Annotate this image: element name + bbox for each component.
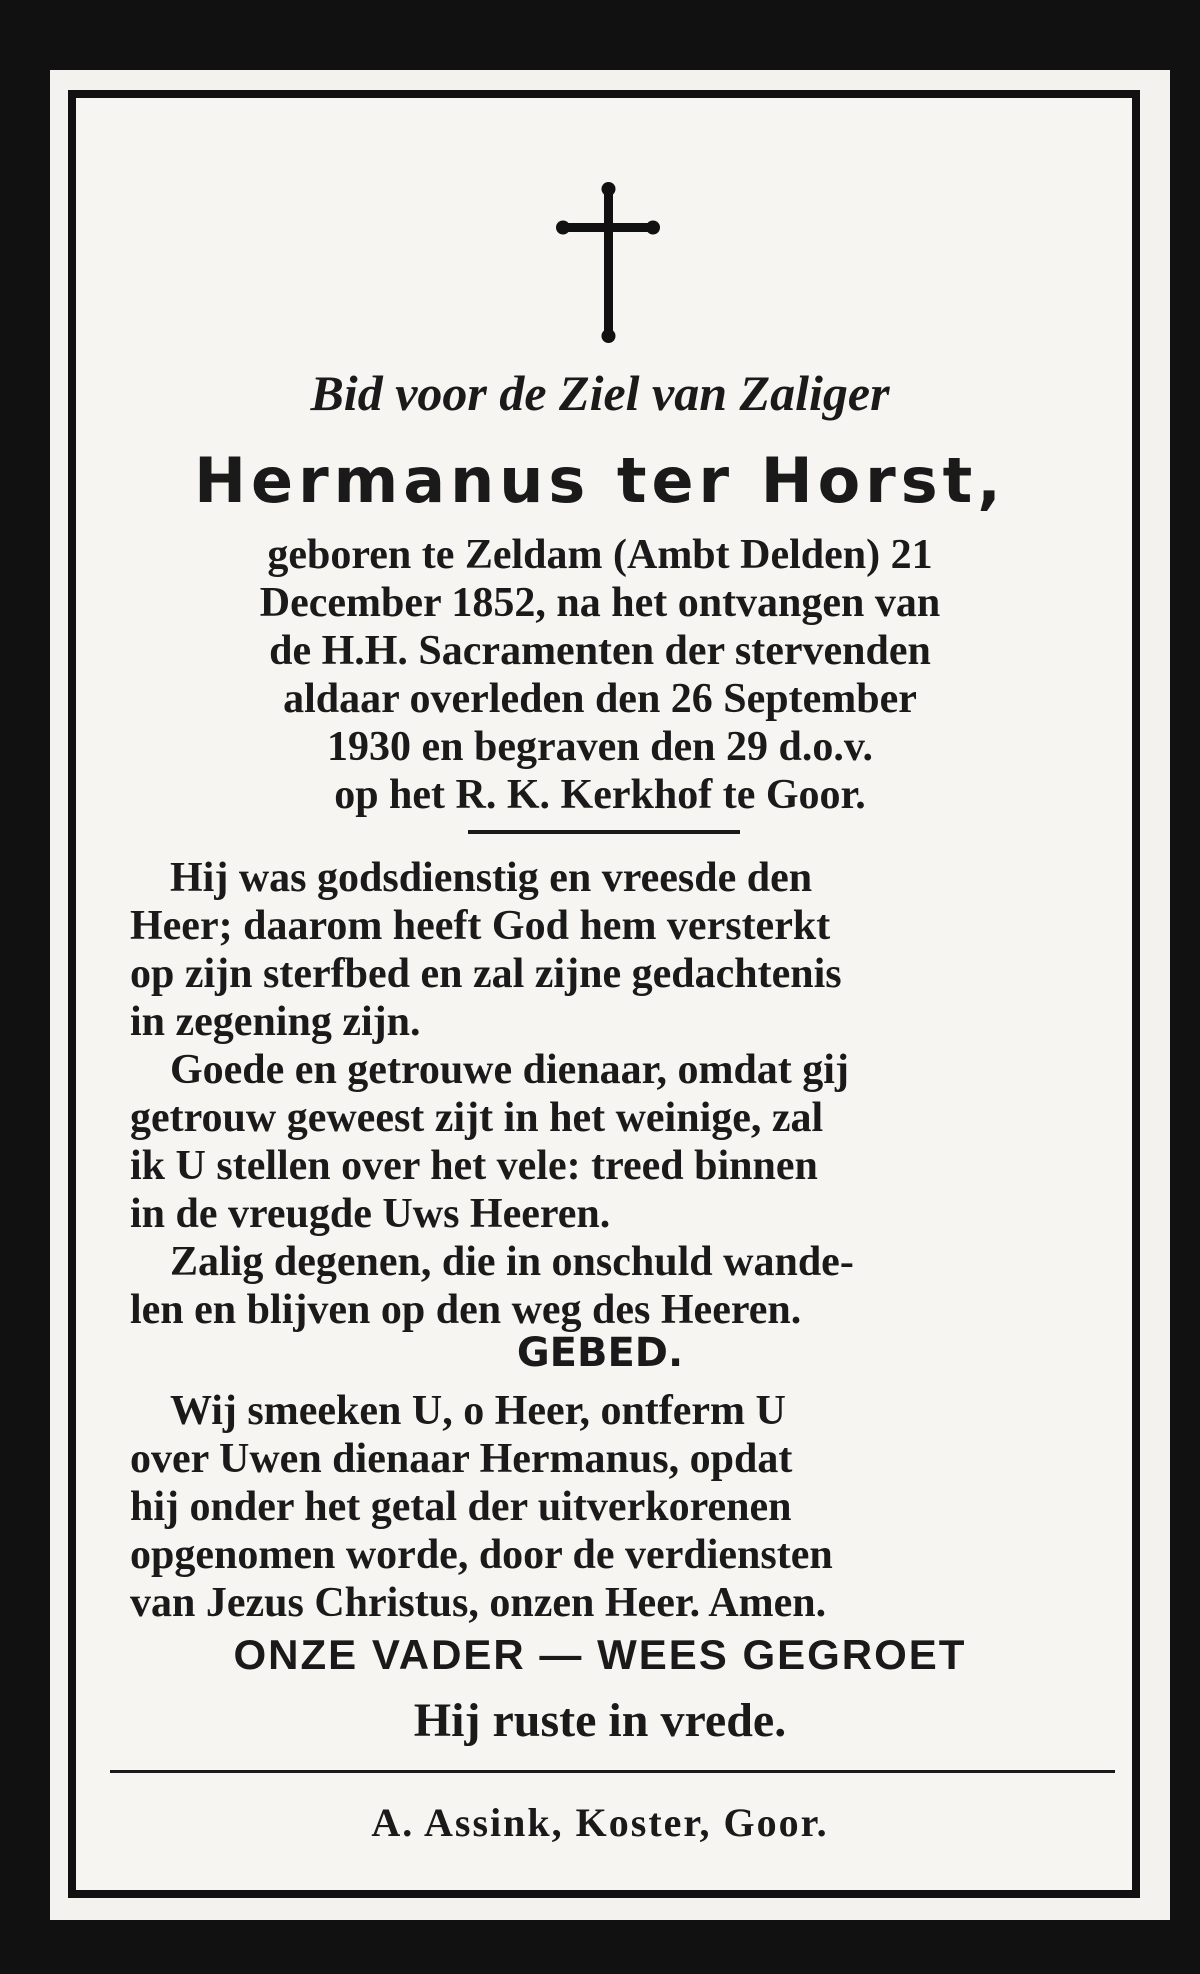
verse-line: in zegening zijn. bbox=[130, 999, 421, 1045]
biography-line: December 1852, na het ontvangen van bbox=[259, 580, 941, 626]
deceased-name: Hermanus ter Horst, bbox=[194, 444, 1006, 517]
biography-line: de H.H. Sacramenten der stervenden bbox=[269, 628, 931, 674]
biography-line: 1930 en begraven den 29 d.o.v. bbox=[326, 724, 874, 770]
verse-line: in de vreugde Uws Heeren. bbox=[130, 1191, 611, 1237]
prayer-line: over Uwen dienaar Hermanus, opdat bbox=[130, 1436, 793, 1482]
closing-prayers: ONZE VADER — WEES GEGROET bbox=[233, 1631, 967, 1678]
divider-short bbox=[468, 830, 740, 834]
verse-line: Zalig degenen, die in onschuld wande- bbox=[170, 1239, 854, 1285]
biography-line: aldaar overleden den 26 September bbox=[283, 676, 917, 722]
prayer-line: Wij smeeken U, o Heer, ontferm U bbox=[170, 1388, 786, 1434]
verse-line: getrouw geweest zijt in het weinige, zal bbox=[130, 1095, 824, 1141]
printer-credit: A. Assink, Koster, Goor. bbox=[371, 1800, 829, 1845]
invocation-heading: Bid voor de Ziel van Zaliger bbox=[310, 365, 890, 421]
biography-line: op het R. K. Kerkhof te Goor. bbox=[334, 772, 866, 818]
prayer-title: GEBED. bbox=[516, 1330, 684, 1376]
verse-line: op zijn sterfbed en zal zijne gedachtenis bbox=[130, 951, 842, 997]
cross-icon bbox=[555, 180, 661, 345]
biography-line: geboren te Zeldam (Ambt Delden) 21 bbox=[267, 532, 933, 578]
verse-line: Goede en getrouwe dienaar, omdat gij bbox=[170, 1047, 849, 1093]
verse-line: len en blijven op den weg des Heeren. bbox=[130, 1287, 802, 1333]
verse-line: ik U stellen over het vele: treed binnen bbox=[130, 1143, 818, 1189]
verse-line: Heer; daarom heeft God hem versterkt bbox=[130, 903, 831, 949]
prayer-line: van Jezus Christus, onzen Heer. Amen. bbox=[130, 1580, 827, 1626]
prayer-line: opgenomen worde, door de verdiensten bbox=[130, 1532, 833, 1578]
divider-long bbox=[110, 1770, 1115, 1773]
rest-in-peace-line: Hij ruste in vrede. bbox=[413, 1694, 787, 1747]
verse-line: Hij was godsdienstig en vreesde den bbox=[170, 855, 813, 901]
prayer-line: hij onder het getal der uitverkorenen bbox=[130, 1484, 792, 1530]
